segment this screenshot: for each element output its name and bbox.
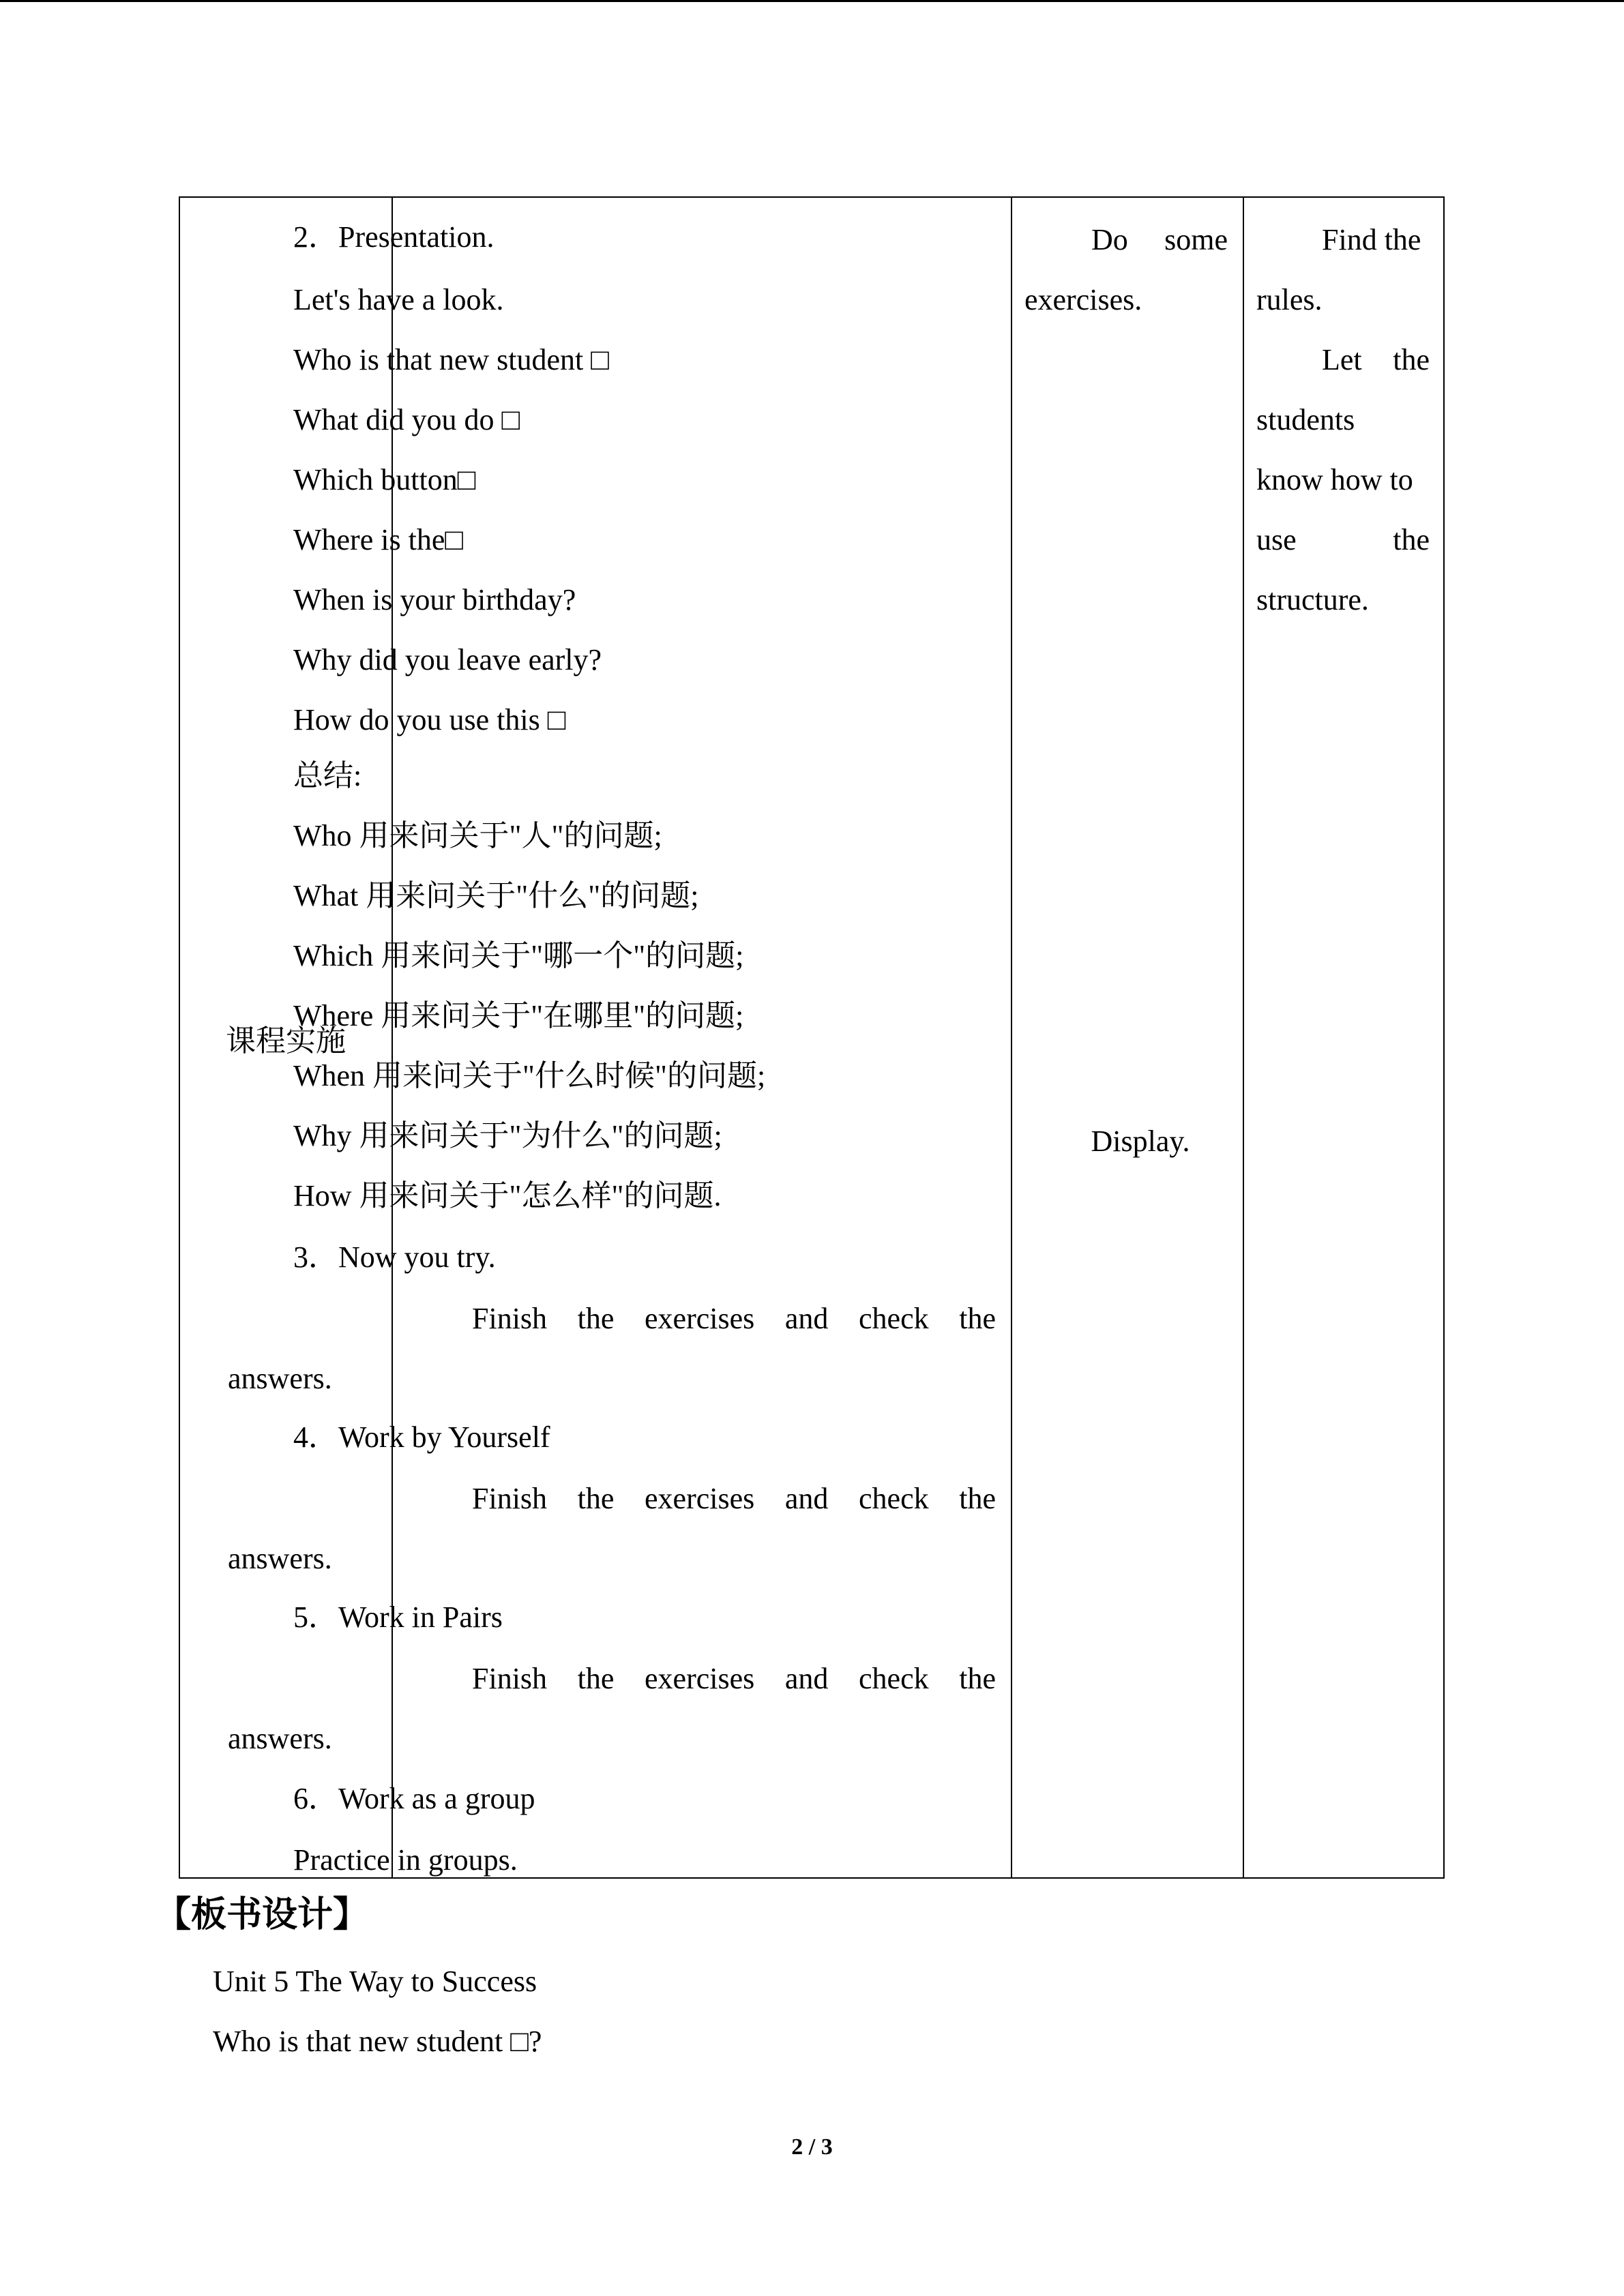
summary-line: Who 用来问关于"人"的问题;	[293, 819, 662, 852]
activity-line: Do some	[1091, 223, 1228, 256]
row-label: 课程实施	[226, 1024, 346, 1058]
board-design-heading: 【板书设计】	[156, 1894, 369, 1935]
summary-line: How 用来问关于"怎么样"的问题.	[293, 1179, 722, 1212]
step3-title: 3．Now you try.	[293, 1240, 496, 1274]
step4-text-cont: answers.	[228, 1542, 332, 1575]
board-line: Who is that new student □?	[213, 2025, 542, 2058]
summary-line: Where 用来问关于"在哪里"的问题;	[293, 999, 744, 1032]
step4-text: Finish the exercises and check the	[472, 1482, 996, 1515]
purpose-line: use the	[1256, 523, 1430, 556]
step6-text: Practice in groups.	[293, 1843, 518, 1877]
example-line: When is your birthday?	[293, 583, 576, 616]
example-line: What did you do □	[293, 403, 520, 436]
summary-line: Why 用来问关于"为什么"的问题;	[293, 1119, 722, 1152]
summary-line: What 用来问关于"什么"的问题;	[293, 879, 699, 912]
step3-text: Finish the exercises and check the	[472, 1302, 996, 1335]
purpose-line: rules.	[1256, 283, 1323, 316]
example-line: Which button□	[293, 463, 476, 496]
board-line: Unit 5 The Way to Success	[213, 1965, 537, 1998]
top-border-rule	[0, 0, 1624, 2]
activity-line: exercises.	[1024, 283, 1142, 316]
example-line: Why did you leave early?	[293, 643, 602, 676]
column-divider	[1011, 198, 1012, 1877]
column-divider	[1243, 198, 1244, 1877]
purpose-line: know how to	[1256, 463, 1413, 496]
step5-text: Finish the exercises and check the	[472, 1662, 996, 1695]
summary-title: 总结:	[293, 759, 362, 792]
example-line: How do you use this □	[293, 703, 566, 736]
step6-title: 6．Work as a group	[293, 1782, 535, 1815]
example-line: Where is the□	[293, 523, 463, 556]
look-line: Let's have a look.	[293, 283, 504, 316]
step3-text-cont: answers.	[228, 1362, 332, 1395]
purpose-line: structure.	[1256, 583, 1369, 616]
purpose-line: Let the	[1322, 343, 1430, 376]
presentation-title: 2．Presentation.	[293, 220, 494, 254]
summary-line: Which 用来问关于"哪一个"的问题;	[293, 939, 744, 972]
purpose-line: students	[1256, 403, 1355, 436]
example-line: Who is that new student □	[293, 343, 609, 376]
purpose-line: Find the	[1322, 223, 1421, 256]
page-number: 2 / 3	[791, 2134, 833, 2160]
step5-title: 5．Work in Pairs	[293, 1600, 503, 1634]
step5-text-cont: answers.	[228, 1722, 332, 1755]
display-line: Display.	[1091, 1124, 1190, 1158]
step4-title: 4．Work by Yourself	[293, 1420, 550, 1454]
summary-line: When 用来问关于"什么时候"的问题;	[293, 1059, 766, 1092]
